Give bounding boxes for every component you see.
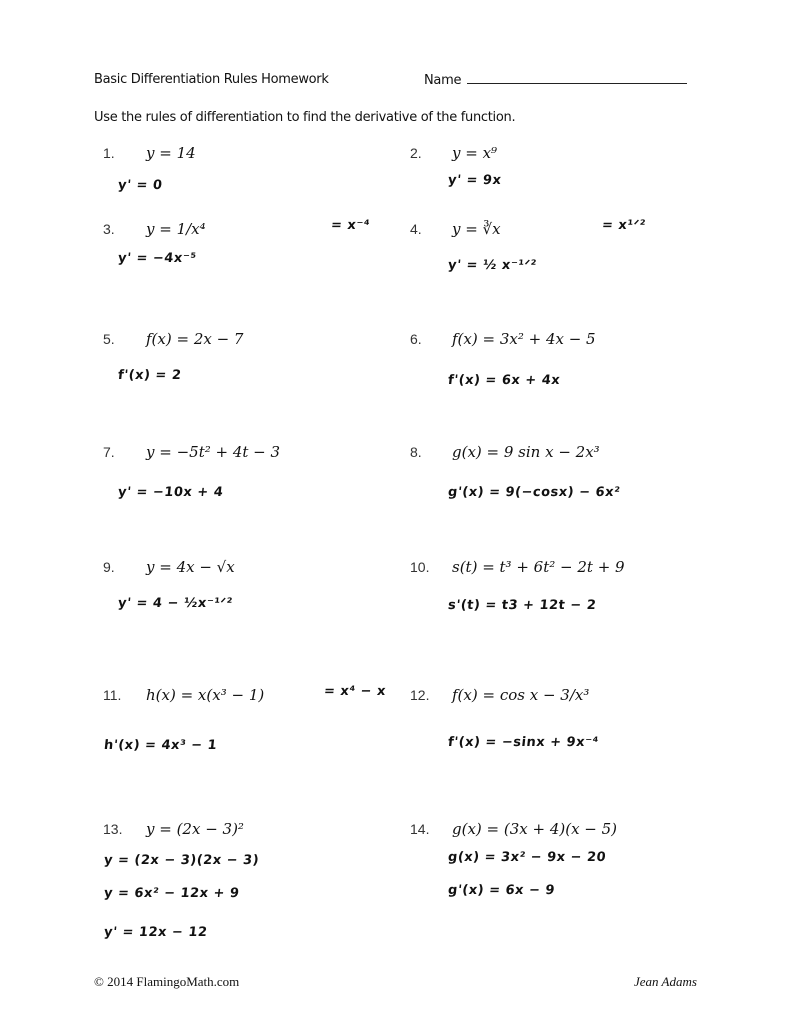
handwritten-answer: y' = −10x + 4: [117, 485, 225, 500]
problem-equation: y = −5t² + 4t − 3: [146, 443, 281, 461]
name-label: Name: [424, 73, 462, 88]
problem-equation: y = 4x − √x: [146, 558, 235, 576]
problem-number: 3.: [103, 221, 115, 237]
handwritten-answer: f'(x) = 2: [117, 368, 183, 383]
problem-number: 6.: [410, 331, 422, 347]
worksheet-title: Basic Differentiation Rules Homework: [94, 72, 329, 87]
problem-equation: s(t) = t³ + 6t² − 2t + 9: [452, 558, 625, 576]
copyright: © 2014 FlamingoMath.com: [94, 974, 240, 989]
handwritten-answer: f'(x) = 6x + 4x: [447, 373, 561, 388]
problem-number: 7.: [103, 444, 115, 460]
handwritten-answer: h'(x) = 4x³ − 1: [103, 738, 218, 753]
handwritten-answer: y' = 12x − 12: [103, 925, 209, 940]
problem-equation: g(x) = 9 sin x − 2x³: [452, 443, 600, 461]
handwritten-answer: f'(x) = −sinx + 9x⁻⁴: [447, 735, 600, 750]
problem-equation: f(x) = 2x − 7: [146, 330, 244, 348]
problem-equation: f(x) = 3x² + 4x − 5: [452, 330, 596, 348]
problem-equation: y = 14: [146, 144, 196, 162]
problem-equation: y = 1/x⁴: [146, 220, 206, 238]
problem-equation: y = x⁹: [452, 144, 498, 162]
problem-number: 1.: [103, 145, 115, 161]
problem-equation: y = ∛x: [452, 220, 501, 238]
handwritten-rewrite: = x⁴ − x: [323, 684, 387, 699]
handwritten-answer: g(x) = 3x² − 9x − 20: [447, 850, 607, 865]
problem-number: 2.: [410, 145, 422, 161]
handwritten-answer: g'(x) = 6x − 9: [447, 883, 556, 898]
problem-number: 4.: [410, 221, 422, 237]
handwritten-answer: y' = −4x⁻⁵: [117, 251, 198, 266]
problem-number: 9.: [103, 559, 115, 575]
handwritten-answer: y' = 4 − ½x⁻¹ᐟ²: [117, 596, 234, 611]
handwritten-rewrite: = x¹ᐟ²: [601, 218, 647, 233]
handwritten-answer: y = 6x² − 12x + 9: [103, 886, 241, 901]
handwritten-rewrite: = x⁻⁴: [330, 218, 371, 233]
problem-number: 11.: [103, 687, 122, 703]
author: Jean Adams: [634, 974, 697, 989]
problem-number: 8.: [410, 444, 422, 460]
problem-equation: f(x) = cos x − 3/x³: [452, 686, 590, 704]
problem-equation: g(x) = (3x + 4)(x − 5): [452, 820, 618, 838]
problem-number: 5.: [103, 331, 115, 347]
problem-equation: h(x) = x(x³ − 1): [146, 686, 265, 704]
handwritten-answer: g'(x) = 9(−cosx) − 6x²: [447, 485, 621, 500]
name-line: [467, 72, 687, 84]
handwritten-answer: y' = 9x: [447, 173, 503, 188]
problem-number: 10.: [410, 559, 430, 575]
handwritten-answer: y' = 0: [117, 178, 164, 193]
instructions: Use the rules of differentiation to find the derivative of the function.: [94, 110, 516, 125]
handwritten-answer: y' = ½ x⁻¹ᐟ²: [447, 258, 538, 273]
problem-number: 14.: [410, 821, 430, 837]
handwritten-answer: s'(t) = t3 + 12t − 2: [447, 598, 598, 613]
name-field[interactable]: [424, 72, 687, 88]
problem-number: 12.: [410, 687, 430, 703]
problem-number: 13.: [103, 821, 123, 837]
problem-equation: y = (2x − 3)²: [146, 820, 244, 838]
handwritten-answer: y = (2x − 3)(2x − 3): [103, 853, 260, 868]
